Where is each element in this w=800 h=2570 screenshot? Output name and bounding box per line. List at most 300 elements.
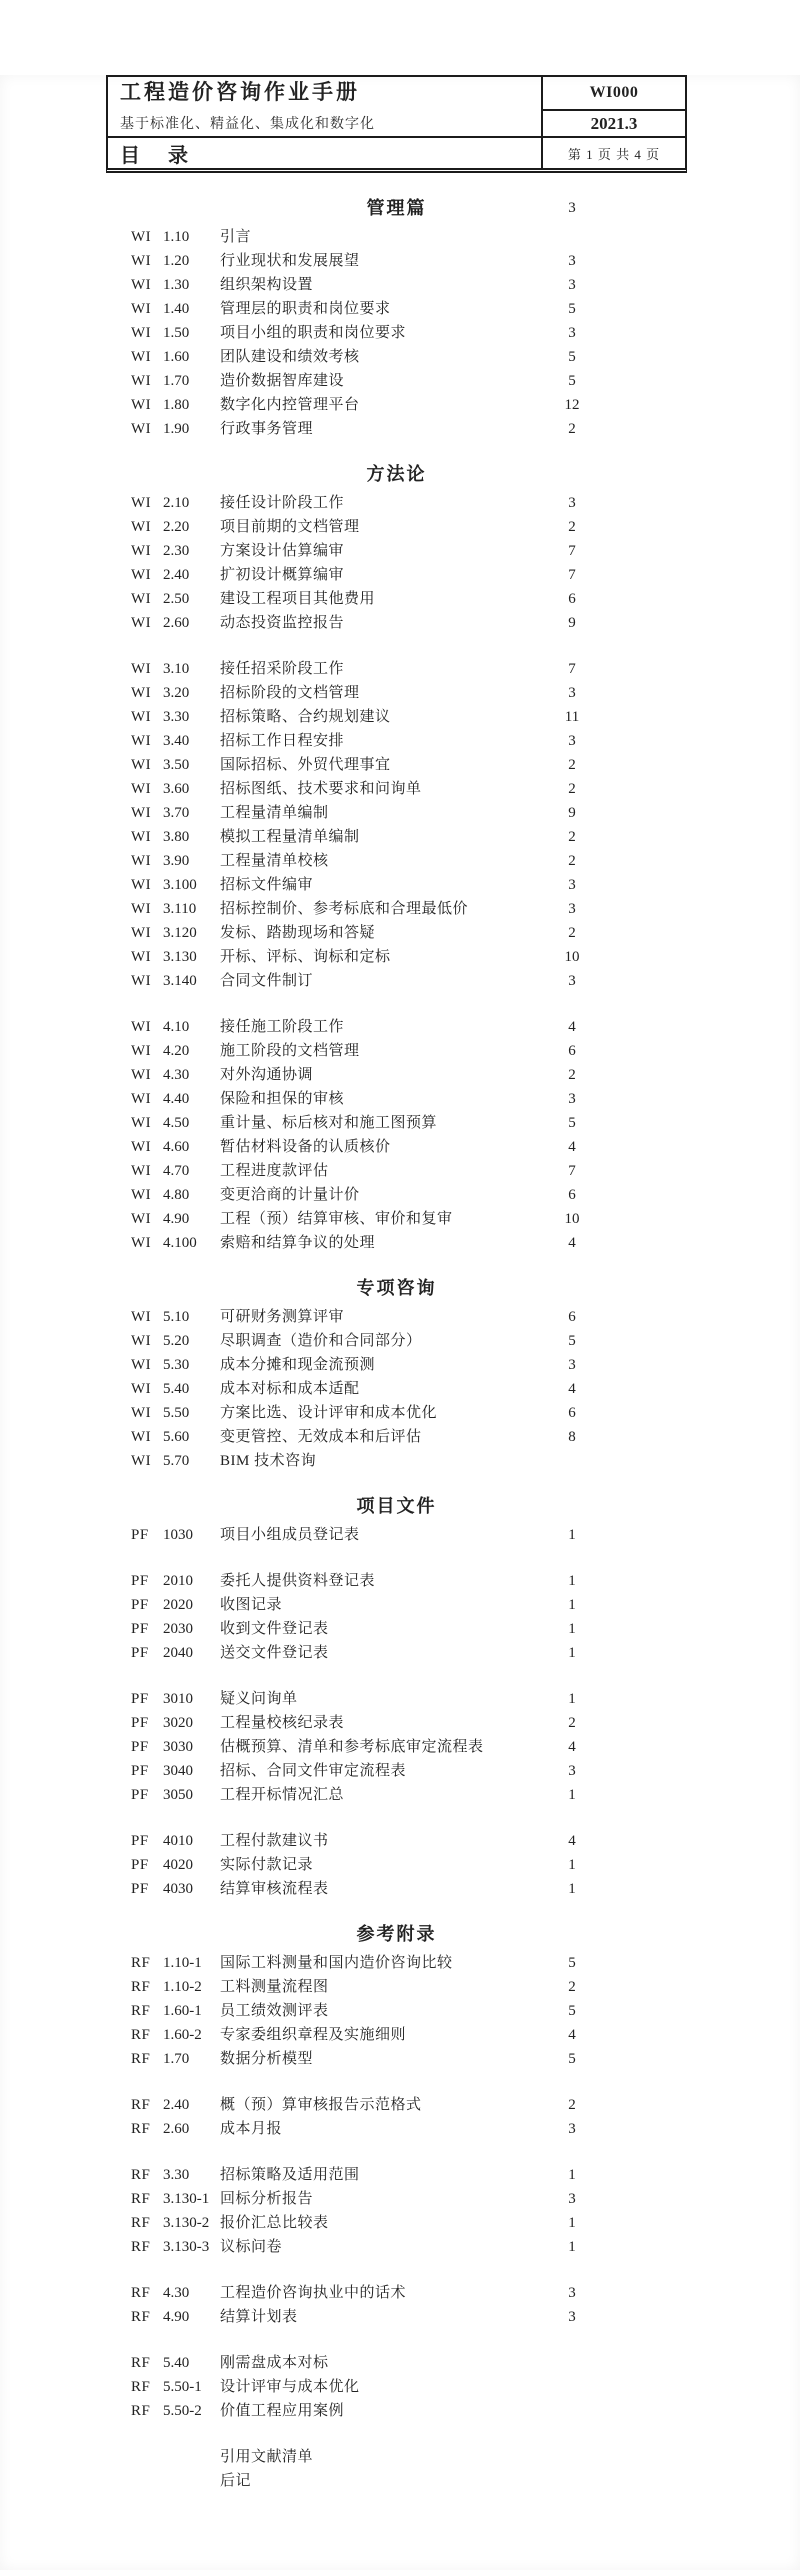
entry-code: RF [131,2121,151,2137]
toc-group [106,2163,687,2259]
entry-number: 2030 [163,1621,193,1637]
entry-code: RF [131,2239,151,2255]
entry-page: 1 [568,1527,576,1543]
entry-number: 3020 [163,1715,193,1731]
toc-entry [106,321,687,345]
toc-entry [106,273,687,297]
toc-entry [106,1641,687,1665]
entry-title: 委托人提供资料登记表 [220,1573,376,1589]
entry-code: RF [131,2309,151,2325]
toc-entry [106,945,687,969]
entry-number: 4.100 [163,1235,197,1251]
entry-code: RF [131,2403,151,2419]
entry-code: RF [131,2191,151,2207]
toc-entry [106,2375,687,2399]
entry-code: RF [131,2379,151,2395]
entry-code: WI [131,925,152,941]
entry-code: WI [131,1067,152,1083]
toc-group [106,1687,687,1807]
entry-title: 报价汇总比较表 [220,2215,329,2231]
entry-title: 团队建设和绩效考核 [220,349,360,365]
entry-number: 2040 [163,1645,193,1661]
toc-entry [106,1617,687,1641]
entry-title: 数字化内控管理平台 [220,397,360,413]
entry-number: 1.10-1 [163,1955,202,1971]
toc-entry [106,801,687,825]
entry-title: 项目前期的文档管理 [220,519,360,535]
entry-title: 工程量清单编制 [220,805,329,821]
entry-number: 1.60 [163,349,190,365]
entry-page: 1 [568,2239,576,2255]
entry-title: 合同文件制订 [220,973,314,989]
section-heading-text: 专项咨询 [356,1278,437,1298]
entry-code: WI [131,325,152,341]
entry-number: 2.40 [163,2097,190,2113]
entry-number: 5.10 [163,1309,190,1325]
entry-code: WI [131,301,152,317]
toc-entry [106,2351,687,2375]
entry-number: 5.50 [163,1405,190,1421]
entry-page: 8 [568,1429,576,1445]
toc-entry [106,2047,687,2071]
toc-entry [106,1159,687,1183]
toc-entry [106,393,687,417]
entry-page: 7 [568,1163,576,1179]
entry-code: WI [131,543,152,559]
entry-title: 工程造价咨询执业中的话术 [220,2285,407,2301]
entry-code: PF [131,1833,149,1849]
entry-page: 3 [568,685,576,701]
toc-entry [106,1039,687,1063]
toc-entry [106,345,687,369]
entry-page: 3 [568,2285,576,2301]
entry-title: 收图记录 [220,1597,283,1613]
entry-title: 接任招采阶段工作 [220,661,345,677]
entry-number: 1.90 [163,421,190,437]
entry-title: 专家委组织章程及实施细则 [220,2027,407,2043]
entry-number: 4.20 [163,1043,190,1059]
entry-title: 引用文献清单 [220,2449,314,2465]
entry-page: 3 [568,2121,576,2137]
toc-entry [106,2117,687,2141]
entry-title: 对外沟通协调 [220,1067,314,1083]
toc-entry [106,2305,687,2329]
entry-title: 索赔和结算争议的处理 [220,1235,376,1251]
toc-entry [106,681,687,705]
entry-code: WI [131,1405,152,1421]
entry-title: 动态投资监控报告 [220,615,345,631]
entry-title: 估概预算、清单和参考标底审定流程表 [220,1739,484,1755]
toc-entry [106,1449,687,1473]
entry-number: 1.30 [163,277,190,293]
entry-code: WI [131,1211,152,1227]
entry-title: 方案比选、设计评审和成本优化 [220,1405,438,1421]
document-subtitle: 基于标准化、精益化、集成化和数字化 [120,117,375,132]
toc-group [106,2445,687,2493]
toc-entry [106,2399,687,2423]
toc-entry [106,1783,687,1807]
toc-entry [106,1759,687,1783]
toc-entry [106,1231,687,1255]
entry-code: WI [131,781,152,797]
toc-entry [106,2235,687,2259]
entry-page: 2 [568,925,576,941]
toc-entry [106,921,687,945]
toc-group [106,1569,687,1665]
entry-title: 工程进度款评估 [220,1163,329,1179]
entry-title: 刚需盘成本对标 [220,2355,329,2371]
entry-code: WI [131,1115,152,1131]
entry-code: RF [131,2215,151,2231]
entry-title: 招标、合同文件审定流程表 [220,1763,407,1779]
toc-entry [106,2281,687,2305]
toc-entry [106,2445,687,2469]
entry-code: WI [131,1139,152,1155]
entry-code: WI [131,877,152,893]
entry-page: 5 [568,1333,576,1349]
entry-title: 工料测量流程图 [220,1979,329,1995]
entry-code: PF [131,1527,149,1543]
entry-title: 实际付款记录 [220,1857,314,1873]
entry-title: 国际招标、外贸代理事宜 [220,757,391,773]
toc-entry [106,1111,687,1135]
page-info: 第 1 页 共 4 页 [567,146,661,162]
entry-code: WI [131,615,152,631]
entry-number: 4020 [163,1857,193,1873]
entry-number: 3.130-2 [163,2215,210,2231]
toc-entry [106,1329,687,1353]
entry-code: WI [131,733,152,749]
entry-number: 3.70 [163,805,190,821]
entry-title: 保险和担保的审核 [220,1091,345,1107]
entry-title: 收到文件登记表 [220,1621,329,1637]
entry-page: 2 [568,1067,576,1083]
entry-title: 行政事务管理 [220,421,314,437]
entry-title: 重计量、标后核对和施工图预算 [220,1115,438,1131]
entry-number: 5.50-1 [163,2379,202,2395]
entry-title: 员工绩效测评表 [220,2003,329,2019]
entry-page: 1 [568,1857,576,1873]
entry-number: 2010 [163,1573,193,1589]
section-heading-text: 管理篇 [366,198,427,218]
entry-code: WI [131,685,152,701]
document-date: 2021.3 [543,111,685,138]
entry-title: 接任设计阶段工作 [220,495,345,511]
toc-entry [106,2093,687,2117]
entry-code: WI [131,229,152,245]
toc-group [106,225,687,441]
entry-title: 招标工作日程安排 [220,733,345,749]
entry-number: 3050 [163,1787,193,1803]
entry-title: 价值工程应用案例 [220,2403,345,2419]
entry-code: PF [131,1691,149,1707]
document-title: 工程造价咨询作业手册 [120,80,360,104]
entry-code: WI [131,1309,152,1325]
entry-title: 项目小组的职责和岗位要求 [220,325,407,341]
entry-page: 2 [568,829,576,845]
entry-page: 4 [568,1235,576,1251]
entry-title: 管理层的职责和岗位要求 [220,301,391,317]
entry-number: 3.40 [163,733,190,749]
toc-entry [106,1711,687,1735]
toc-entry [106,1569,687,1593]
entry-number: 2.40 [163,567,190,583]
entry-code: PF [131,1715,149,1731]
entry-page: 12 [564,397,580,413]
entry-page: 4 [568,1381,576,1397]
toc-entry [106,563,687,587]
toc-group [106,2351,687,2423]
entry-code: WI [131,519,152,535]
entry-page: 3 [568,253,576,269]
entry-number: 1.70 [163,373,190,389]
toc-entry [106,1353,687,1377]
entry-page: 6 [568,591,576,607]
toc-entry [106,849,687,873]
entry-code: WI [131,349,152,365]
entry-title: 工程量清单校核 [220,853,329,869]
entry-page: 9 [568,805,576,821]
document-code: WI000 [543,77,685,111]
entry-page: 1 [568,1597,576,1613]
entry-page: 1 [568,1787,576,1803]
toc-entry [106,897,687,921]
entry-number: 3010 [163,1691,193,1707]
entry-code: WI [131,1043,152,1059]
entry-title: 成本对标和成本适配 [220,1381,360,1397]
toc-entry [106,1401,687,1425]
entry-title: 设计评审与成本优化 [220,2379,360,2395]
entry-number: 2.10 [163,495,190,511]
section-heading-text: 项目文件 [356,1496,437,1516]
entry-number: 5.30 [163,1357,190,1373]
entry-number: 1.40 [163,301,190,317]
toc-entry [106,657,687,681]
entry-code: WI [131,421,152,437]
table-of-contents [106,193,687,2493]
toc-entry [106,2023,687,2047]
toc-entry [106,539,687,563]
entry-number: 3.130-3 [163,2239,210,2255]
entry-page: 6 [568,1187,576,1203]
toc-entry [106,249,687,273]
toc-entry [106,1305,687,1329]
entry-title: 施工阶段的文档管理 [220,1043,360,1059]
entry-page: 6 [568,1309,576,1325]
toc-entry [106,969,687,993]
entry-number: 2.30 [163,543,190,559]
toc-entry [106,1951,687,1975]
entry-code: RF [131,1979,151,1995]
entry-title: 送交文件登记表 [220,1645,329,1661]
entry-code: WI [131,1429,152,1445]
toc-entry [106,825,687,849]
toc-entry [106,1523,687,1547]
entry-page: 5 [568,349,576,365]
entry-title: 变更管控、无效成本和后评估 [220,1429,422,1445]
entry-page: 10 [564,949,580,965]
entry-page: 3 [568,2309,576,2325]
entry-title: 回标分析报告 [220,2191,314,2207]
entry-title: 接任施工阶段工作 [220,1019,345,1035]
entry-page: 4 [568,1833,576,1849]
entry-number: 2.50 [163,591,190,607]
entry-code: WI [131,853,152,869]
entry-page: 10 [564,1211,580,1227]
header-title-cell [108,77,543,138]
entry-page: 3 [568,325,576,341]
entry-code: WI [131,1381,152,1397]
section-heading-text: 参考附录 [356,1924,437,1944]
entry-number: 4.80 [163,1187,190,1203]
toc-entry [106,873,687,897]
toc-group [106,1523,687,1547]
section-heading [106,459,687,489]
entry-code: WI [131,949,152,965]
entry-number: 3.30 [163,709,190,725]
entry-number: 4.90 [163,1211,190,1227]
toc-entry [106,1207,687,1231]
entry-title: 组织架构设置 [220,277,314,293]
entry-number: 4.40 [163,1091,190,1107]
toc-entry [106,1377,687,1401]
entry-title: 招标策略、合约规划建议 [220,709,391,725]
entry-page: 9 [568,615,576,631]
entry-page: 2 [568,421,576,437]
entry-title: 工程（预）结算审核、审价和复审 [220,1211,453,1227]
toc-entry [106,1853,687,1877]
entry-code: RF [131,2355,151,2371]
entry-code: PF [131,1857,149,1873]
entry-code: WI [131,901,152,917]
toc-entry [106,417,687,441]
entry-code: RF [131,2027,151,2043]
entry-number: 4010 [163,1833,193,1849]
entry-page: 5 [568,301,576,317]
toc-entry [106,587,687,611]
toc-entry [106,2211,687,2235]
entry-title: 招标阶段的文档管理 [220,685,360,701]
entry-number: 5.40 [163,1381,190,1397]
entry-number: 4.30 [163,2285,190,2301]
entry-title: 后记 [220,2473,252,2489]
entry-page: 1 [568,2215,576,2231]
entry-page: 5 [568,2003,576,2019]
entry-page: 2 [568,2097,576,2113]
toc-group [106,2281,687,2329]
entry-code: PF [131,1881,149,1897]
entry-title: 引言 [220,229,252,245]
entry-page: 5 [568,1115,576,1131]
toc-entry [106,225,687,249]
toc-group [106,1829,687,1901]
toc-group [106,1015,687,1255]
entry-number: 5.50-2 [163,2403,202,2419]
entry-page: 1 [568,1621,576,1637]
toc-group [106,1305,687,1473]
entry-code: WI [131,277,152,293]
entry-code: RF [131,2285,151,2301]
toc-entry [106,611,687,635]
toc-entry [106,1687,687,1711]
entry-title: 招标策略及适用范围 [220,2167,360,2183]
entry-page: 2 [568,1979,576,1995]
entry-number: 3.80 [163,829,190,845]
entry-title: 结算计划表 [220,2309,298,2325]
entry-code: WI [131,829,152,845]
entry-title: BIM 技术咨询 [220,1453,317,1469]
entry-page: 2 [568,853,576,869]
entry-number: 4.90 [163,2309,190,2325]
toc-entry [106,1877,687,1901]
entry-number: 2.60 [163,2121,190,2137]
toc-group [106,491,687,635]
entry-number: 1.10 [163,229,190,245]
toc-entry [106,1425,687,1449]
toc-entry [106,515,687,539]
entry-page: 1 [568,2167,576,2183]
entry-code: RF [131,2167,151,2183]
entry-title: 模拟工程量清单编制 [220,829,360,845]
toc-entry [106,1183,687,1207]
entry-number: 5.70 [163,1453,190,1469]
entry-page: 2 [568,757,576,773]
entry-number: 3.10 [163,661,190,677]
entry-page: 3 [568,495,576,511]
entry-code: WI [131,1187,152,1203]
entry-page: 3 [568,733,576,749]
entry-title: 暂估材料设备的认质核价 [220,1139,391,1155]
entry-page: 2 [568,519,576,535]
entry-page: 7 [568,567,576,583]
entry-number: 2020 [163,1597,193,1613]
entry-number: 1.60-1 [163,2003,202,2019]
toc-group [106,2093,687,2141]
entry-code: PF [131,1597,149,1613]
toc-entry [106,753,687,777]
toc-group [106,1951,687,2071]
entry-number: 5.20 [163,1333,190,1349]
toc-entry [106,1135,687,1159]
entry-title: 成本月报 [220,2121,283,2137]
toc-entry [106,1015,687,1039]
entry-title: 数据分析模型 [220,2051,314,2067]
entry-title: 造价数据智库建设 [220,373,345,389]
entry-page: 7 [568,543,576,559]
entry-page: 11 [564,709,580,725]
entry-title: 国际工料测量和国内造价咨询比较 [220,1955,453,1971]
entry-code: WI [131,709,152,725]
toc-entry [106,369,687,393]
section-page-number: 3 [568,200,576,216]
toc-entry [106,1593,687,1617]
section-heading [106,1491,687,1521]
entry-code: RF [131,2051,151,2067]
entry-number: 3.110 [163,901,197,917]
entry-page: 2 [568,1715,576,1731]
entry-code: PF [131,1573,149,1589]
entry-title: 可研财务测算评审 [220,1309,345,1325]
entry-number: 3.50 [163,757,190,773]
entry-title: 变更洽商的计量计价 [220,1187,360,1203]
entry-code: PF [131,1645,149,1661]
entry-code: WI [131,495,152,511]
entry-title: 项目小组成员登记表 [220,1527,360,1543]
entry-code: WI [131,1163,152,1179]
section-heading-text: 方法论 [366,464,427,484]
entry-title: 工程开标情况汇总 [220,1787,345,1803]
entry-number: 4.10 [163,1019,190,1035]
